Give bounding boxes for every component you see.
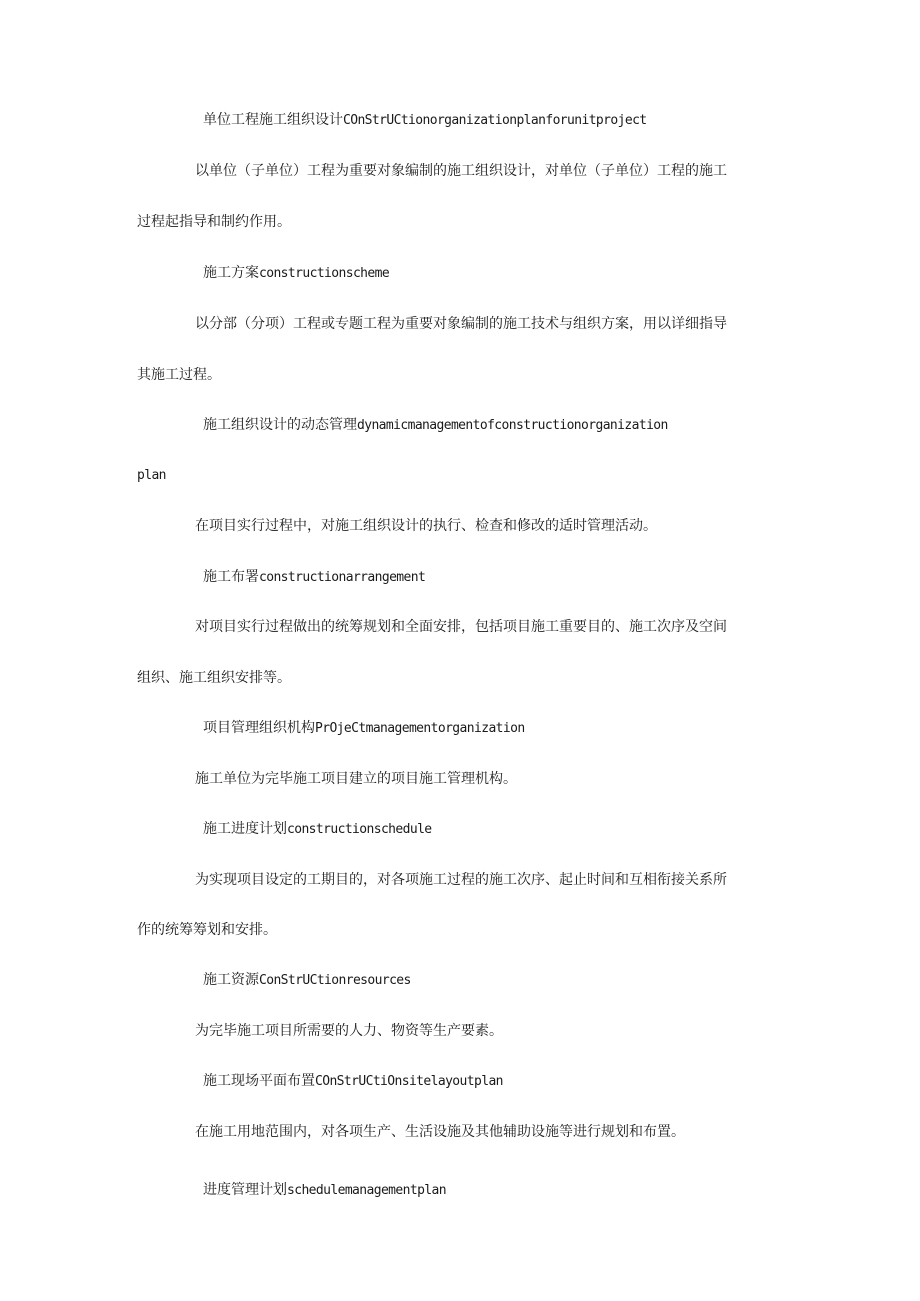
term-english: constructionschedule [287,822,432,837]
definition-line: 组织、施工组织安排等。 [137,670,291,686]
term-heading [203,819,432,840]
definition-line: 为完毕施工项目所需要的人力、物资等生产要素。 [195,1023,503,1039]
term-chinese: 施工组织设计的动态管理 [203,417,357,433]
term-chinese: 施工布署 [203,569,259,585]
term-chinese: 施工现场平面布置 [203,1073,315,1089]
term-chinese: 施工进度计划 [203,821,287,837]
term-heading [203,415,668,436]
term-heading [203,567,425,588]
definition-line: 对项目实行过程做出的统筹规划和全面安排，包括项目施工重要目的、施工次序及空间 [195,619,727,635]
term-heading [203,1071,503,1092]
term-chinese: 项目管理组织机构 [203,720,315,736]
term-english: constructionscheme [259,266,390,281]
term-english: COnStrUCtiOnsitelayoutplan [315,1074,503,1089]
term-chinese: 施工资源 [203,972,259,988]
term-heading [203,263,389,284]
term-english: constructionarrangement [259,570,426,585]
term-english: COnStrUCtionorganizationplanforunitproject [343,113,647,128]
term-english: dynamicmanagementofconstructionorganization [357,418,668,433]
term-english: schedulemanagementplan [287,1183,446,1198]
definition-line: 过程起指导和制约作用。 [137,214,291,230]
term-heading [203,1180,446,1201]
definition-line: 施工单位为完毕施工项目建立的项目施工管理机构。 [195,771,517,787]
term-heading [203,970,411,991]
term-heading [203,110,647,131]
definition-line: 作的统筹筹划和安排。 [137,922,277,938]
definition-line: 其施工过程。 [137,367,221,383]
term-english-continuation: plan [137,468,166,483]
term-chinese: 进度管理计划 [203,1182,287,1198]
definition-line: 以分部（分项）工程或专题工程为重要对象编制的施工技术与组织方案，用以详细指导 [195,316,727,332]
definition-line: 以单位（子单位）工程为重要对象编制的施工组织设计，对单位（子单位）工程的施工 [195,163,727,179]
term-heading [203,718,525,739]
term-chinese: 施工方案 [203,265,259,281]
definition-line: 在施工用地范围内，对各项生产、生活设施及其他辅助设施等进行规划和布置。 [195,1124,685,1140]
term-english: ConStrUCtionresources [259,973,411,988]
term-english: PrOjeCtmanagementorganization [315,721,525,736]
definition-line: 为实现项目设定的工期目的，对各项施工过程的施工次序、起止时间和互相衔接关系所 [195,872,727,888]
definition-line: 在项目实行过程中，对施工组织设计的执行、检查和修改的适时管理活动。 [195,518,657,534]
term-chinese: 单位工程施工组织设计 [203,112,343,128]
